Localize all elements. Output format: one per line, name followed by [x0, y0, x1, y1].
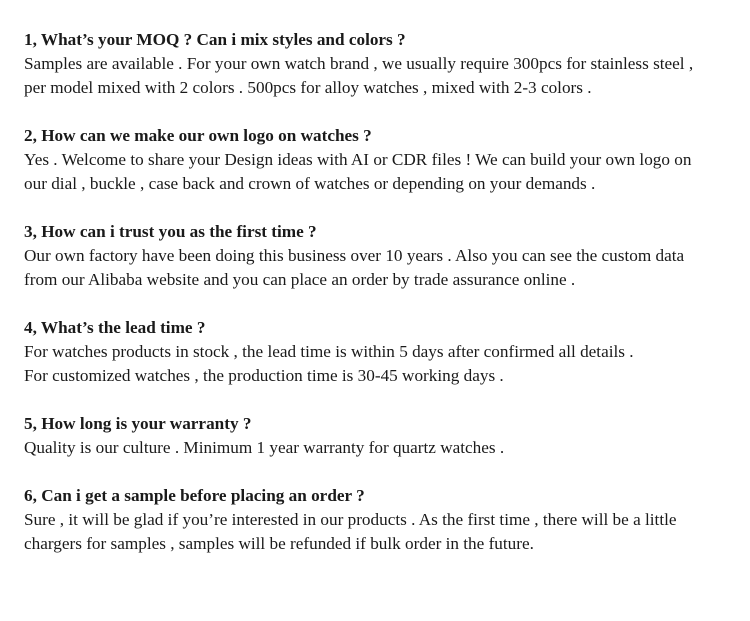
faq-item-sample: [24, 484, 729, 556]
faq-answer-line: Samples are available . For your own watch brand , we usually require 300pcs for stainless steel ,: [24, 54, 694, 73]
faq-item-lead-time: [24, 316, 729, 388]
faq-answer-line: Quality is our culture . Minimum 1 year warranty for quartz watches .: [24, 438, 505, 457]
faq-answer-line: For customized watches , the production time is 30-45 working days .: [24, 366, 504, 385]
faq-answer-line: Our own factory have been doing this business over 10 years . Also you can see the custom data: [24, 246, 685, 265]
faq-answer-line: For watches products in stock , the lead time is within 5 days after confirmed all details .: [24, 342, 634, 361]
faq-answer-line: from our Alibaba website and you can place an order by trade assurance online .: [24, 270, 576, 289]
faq-document: [24, 28, 729, 580]
faq-question: 4, What’s the lead time ?: [24, 318, 206, 337]
faq-answer-line: Yes . Welcome to share your Design ideas with AI or CDR files ! We can build your own logo on: [24, 150, 692, 169]
faq-question: 1, What’s your MOQ ? Can i mix styles and colors ?: [24, 30, 406, 49]
faq-item-logo: [24, 124, 729, 196]
faq-item-trust: [24, 220, 729, 292]
faq-item-warranty: [24, 412, 729, 460]
faq-question: 2, How can we make our own logo on watches ?: [24, 126, 372, 145]
faq-item-moq: [24, 28, 729, 100]
faq-question: 3, How can i trust you as the first time ?: [24, 222, 317, 241]
faq-answer-line: Sure , it will be glad if you’re interested in our products . As the first time , there will be a little: [24, 510, 677, 529]
faq-answer-line: chargers for samples , samples will be refunded if bulk order in the future.: [24, 534, 534, 553]
faq-answer-line: our dial , buckle , case back and crown of watches or depending on your demands .: [24, 174, 596, 193]
faq-question: 6, Can i get a sample before placing an order ?: [24, 486, 365, 505]
faq-answer-line: per model mixed with 2 colors . 500pcs for alloy watches , mixed with 2-3 colors .: [24, 78, 592, 97]
faq-question: 5, How long is your warranty ?: [24, 414, 252, 433]
